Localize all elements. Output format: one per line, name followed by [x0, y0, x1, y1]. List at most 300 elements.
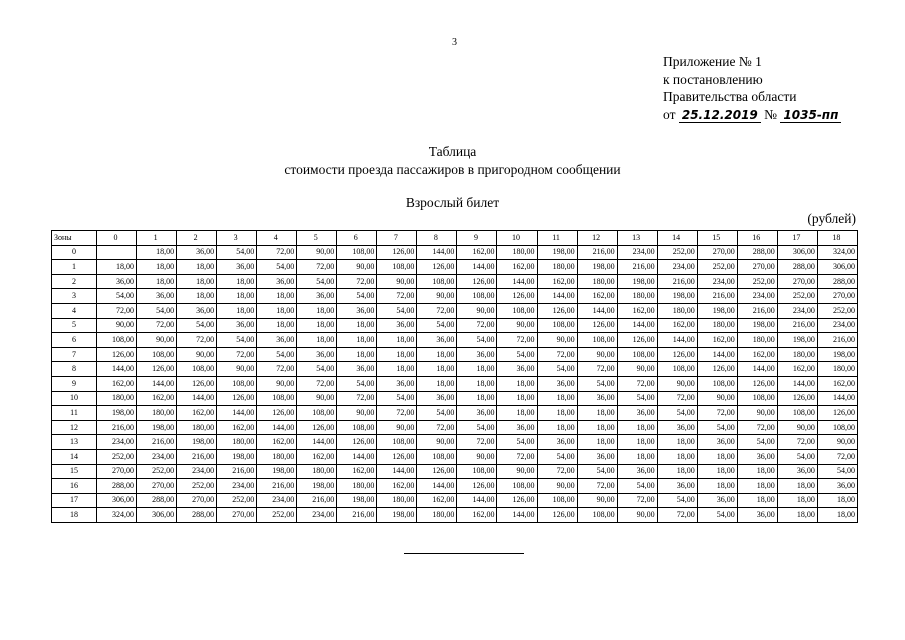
fare-cell: 126,00: [377, 449, 417, 464]
fare-cell: 144,00: [737, 362, 777, 377]
fare-cell: 54,00: [657, 493, 697, 508]
fare-cell: 72,00: [457, 435, 497, 450]
fare-cell: 54,00: [617, 391, 657, 406]
table-row: [52, 347, 858, 362]
fare-cell: 90,00: [97, 318, 137, 333]
column-header-zone-0: 0: [97, 231, 137, 246]
fare-cell: 126,00: [577, 318, 617, 333]
fare-cell: 54,00: [537, 362, 577, 377]
fare-cell: 144,00: [417, 245, 457, 260]
fare-cell: 180,00: [697, 318, 737, 333]
fare-cell: 126,00: [497, 289, 537, 304]
fare-cell: 108,00: [417, 274, 457, 289]
fare-cell: 108,00: [97, 333, 137, 348]
column-header-zone-7: 7: [377, 231, 417, 246]
fare-cell: 54,00: [337, 289, 377, 304]
fare-cell: 18,00: [257, 289, 297, 304]
fare-cell: 18,00: [777, 493, 817, 508]
fare-cell: 18,00: [577, 435, 617, 450]
fare-cell: 252,00: [137, 464, 177, 479]
fare-cell: 108,00: [177, 362, 217, 377]
handwritten-date: 25.12.2019: [679, 108, 761, 123]
column-header-zone-16: 16: [737, 231, 777, 246]
fare-cell: 72,00: [617, 376, 657, 391]
table-row: [52, 391, 858, 406]
fare-cell: 270,00: [697, 245, 737, 260]
fare-cell: 18,00: [497, 376, 537, 391]
fare-cell: 36,00: [417, 391, 457, 406]
fare-cell: 72,00: [217, 347, 257, 362]
fare-cell: 198,00: [537, 245, 577, 260]
fare-cell: 126,00: [137, 362, 177, 377]
table-row: [52, 260, 858, 275]
fare-cell: 180,00: [337, 479, 377, 494]
fare-cell: 90,00: [577, 493, 617, 508]
fare-cell: 108,00: [457, 289, 497, 304]
table-row: [52, 420, 858, 435]
fare-cell: 18,00: [537, 391, 577, 406]
fare-cell: 18,00: [577, 406, 617, 421]
column-header-zone-8: 8: [417, 231, 457, 246]
row-header-zone: 14: [52, 449, 97, 464]
fare-cell: 180,00: [497, 245, 537, 260]
fare-cell: 18,00: [697, 464, 737, 479]
fare-cell: 18,00: [537, 406, 577, 421]
fare-cell: 288,00: [777, 260, 817, 275]
bottom-separator-line: [404, 553, 524, 554]
fare-cell: 18,00: [297, 318, 337, 333]
fare-cell: 18,00: [337, 347, 377, 362]
page-number: 3: [452, 37, 457, 48]
fare-cell: 36,00: [457, 347, 497, 362]
column-header-zone-4: 4: [257, 231, 297, 246]
fare-cell: 72,00: [737, 420, 777, 435]
appendix-line-1: Приложение № 1: [663, 54, 762, 69]
fare-cell: 126,00: [97, 347, 137, 362]
fare-cell: 18,00: [137, 245, 177, 260]
fare-cell: 90,00: [217, 362, 257, 377]
fare-cell: 108,00: [217, 376, 257, 391]
row-header-zone: 18: [52, 508, 97, 523]
fare-cell: 90,00: [457, 303, 497, 318]
fare-table: [51, 230, 858, 523]
fare-cell: 144,00: [657, 333, 697, 348]
handwritten-number: 1035-пп: [780, 108, 841, 123]
fare-cell: 72,00: [577, 362, 617, 377]
fare-cell: 270,00: [137, 479, 177, 494]
fare-cell: 90,00: [457, 449, 497, 464]
fare-cell: 108,00: [497, 303, 537, 318]
fare-cell: 108,00: [697, 376, 737, 391]
fare-cell: 126,00: [377, 245, 417, 260]
number-prefix: №: [764, 106, 778, 122]
fare-cell: 216,00: [777, 318, 817, 333]
fare-cell: 54,00: [697, 420, 737, 435]
fare-cell: 198,00: [737, 318, 777, 333]
table-row: [52, 406, 858, 421]
column-header-zone-17: 17: [777, 231, 817, 246]
fare-cell: 72,00: [537, 464, 577, 479]
fare-cell: 108,00: [817, 420, 857, 435]
fare-cell: 270,00: [777, 274, 817, 289]
fare-cell: 180,00: [177, 420, 217, 435]
fare-cell: 144,00: [457, 260, 497, 275]
table-row: [52, 493, 858, 508]
fare-cell: 18,00: [497, 391, 537, 406]
fare-cell: 36,00: [697, 493, 737, 508]
fare-cell: 234,00: [217, 479, 257, 494]
fare-cell: 108,00: [337, 420, 377, 435]
zones-corner-header: Зоны: [52, 231, 97, 246]
fare-cell: 18,00: [257, 303, 297, 318]
fare-cell: 54,00: [97, 289, 137, 304]
fare-cell: 198,00: [137, 420, 177, 435]
fare-cell: 54,00: [137, 303, 177, 318]
fare-cell: 36,00: [537, 376, 577, 391]
fare-cell: 126,00: [457, 479, 497, 494]
fare-cell: 18,00: [777, 479, 817, 494]
date-prefix: от: [663, 106, 676, 122]
fare-cell: 36,00: [337, 303, 377, 318]
column-header-zone-10: 10: [497, 231, 537, 246]
row-header-zone: 6: [52, 333, 97, 348]
fare-cell: 270,00: [817, 289, 857, 304]
fare-cell: 54,00: [377, 391, 417, 406]
fare-cell: 162,00: [697, 333, 737, 348]
fare-cell: 252,00: [97, 449, 137, 464]
row-header-zone: 3: [52, 289, 97, 304]
table-row: [52, 464, 858, 479]
fare-cell: 180,00: [257, 449, 297, 464]
row-header-zone: 7: [52, 347, 97, 362]
fare-cell: 180,00: [817, 362, 857, 377]
fare-cell: 126,00: [257, 406, 297, 421]
row-header-zone: 1: [52, 260, 97, 275]
fare-cell: 216,00: [137, 435, 177, 450]
fare-cell: 216,00: [297, 493, 337, 508]
fare-cell: 72,00: [377, 289, 417, 304]
fare-cell: 54,00: [377, 303, 417, 318]
fare-cell: 36,00: [737, 508, 777, 523]
table-row: [52, 435, 858, 450]
fare-cell: 18,00: [497, 406, 537, 421]
fare-cell: 126,00: [297, 420, 337, 435]
fare-cell: 126,00: [657, 347, 697, 362]
fare-cell: 108,00: [297, 406, 337, 421]
table-row: [52, 289, 858, 304]
fare-cell: 72,00: [97, 303, 137, 318]
fare-cell: 162,00: [417, 493, 457, 508]
fare-cell: 18,00: [177, 260, 217, 275]
fare-cell: 54,00: [217, 333, 257, 348]
fare-cell: 36,00: [377, 318, 417, 333]
fare-cell: 162,00: [537, 274, 577, 289]
fare-cell: 270,00: [737, 260, 777, 275]
fare-cell: 108,00: [377, 435, 417, 450]
fare-cell: 198,00: [617, 274, 657, 289]
fare-cell: 144,00: [97, 362, 137, 377]
fare-cell: 180,00: [737, 333, 777, 348]
column-header-zone-2: 2: [177, 231, 217, 246]
fare-cell: 108,00: [777, 406, 817, 421]
column-header-zone-3: 3: [217, 231, 257, 246]
fare-cell: 108,00: [737, 391, 777, 406]
fare-cell: 36,00: [177, 245, 217, 260]
fare-cell: 36,00: [777, 464, 817, 479]
row-header-zone: 11: [52, 406, 97, 421]
fare-cell: 216,00: [337, 508, 377, 523]
fare-cell: 216,00: [257, 479, 297, 494]
fare-cell: 198,00: [97, 406, 137, 421]
fare-cell: 72,00: [417, 420, 457, 435]
row-header-zone: 17: [52, 493, 97, 508]
fare-cell: 90,00: [537, 479, 577, 494]
fare-cell: 90,00: [577, 347, 617, 362]
fare-cell: [97, 245, 137, 260]
table-row: [52, 245, 858, 260]
fare-cell: 72,00: [697, 406, 737, 421]
fare-cell: 288,00: [177, 508, 217, 523]
fare-cell: 54,00: [457, 420, 497, 435]
fare-cell: 72,00: [457, 318, 497, 333]
fare-cell: 36,00: [497, 420, 537, 435]
fare-cell: 162,00: [377, 479, 417, 494]
fare-cell: 72,00: [497, 449, 537, 464]
fare-cell: 144,00: [497, 274, 537, 289]
document-title-description: стоимости проезда пассажиров в пригородном сообщении: [284, 162, 621, 177]
fare-cell: 54,00: [577, 464, 617, 479]
fare-cell: 126,00: [177, 376, 217, 391]
fare-cell: 90,00: [617, 362, 657, 377]
fare-cell: 18,00: [657, 435, 697, 450]
fare-cell: 18,00: [737, 479, 777, 494]
fare-cell: 234,00: [617, 245, 657, 260]
table-row: [52, 508, 858, 523]
fare-cell: 90,00: [817, 435, 857, 450]
column-header-zone-1: 1: [137, 231, 177, 246]
fare-cell: 36,00: [337, 362, 377, 377]
fare-cell: 108,00: [137, 347, 177, 362]
fare-cell: 216,00: [697, 289, 737, 304]
fare-cell: 108,00: [537, 493, 577, 508]
fare-cell: 198,00: [777, 333, 817, 348]
fare-cell: 72,00: [337, 274, 377, 289]
fare-cell: 126,00: [497, 493, 537, 508]
fare-cell: 144,00: [337, 449, 377, 464]
fare-cell: 180,00: [577, 274, 617, 289]
document-subtitle: Взрослый билет: [405, 195, 500, 210]
fare-cell: 54,00: [497, 435, 537, 450]
fare-cell: 36,00: [817, 479, 857, 494]
fare-cell: 90,00: [417, 435, 457, 450]
fare-cell: 234,00: [137, 449, 177, 464]
fare-cell: 198,00: [177, 435, 217, 450]
fare-cell: 54,00: [657, 406, 697, 421]
fare-cell: 144,00: [297, 435, 337, 450]
fare-cell: 18,00: [177, 274, 217, 289]
fare-cell: 18,00: [817, 508, 857, 523]
fare-cell: 54,00: [697, 508, 737, 523]
fare-cell: 72,00: [537, 347, 577, 362]
fare-cell: 54,00: [577, 376, 617, 391]
fare-cell: 126,00: [417, 464, 457, 479]
fare-cell: 36,00: [697, 435, 737, 450]
fare-cell: 288,00: [137, 493, 177, 508]
table-row: [52, 333, 858, 348]
column-header-zone-18: 18: [817, 231, 857, 246]
fare-cell: 162,00: [457, 508, 497, 523]
fare-cell: 18,00: [217, 303, 257, 318]
fare-cell: 36,00: [657, 420, 697, 435]
table-row: [52, 318, 858, 333]
fare-cell: 90,00: [297, 391, 337, 406]
fare-cell: 90,00: [537, 333, 577, 348]
fare-cell: 54,00: [497, 347, 537, 362]
fare-cell: 252,00: [737, 274, 777, 289]
row-header-zone: 0: [52, 245, 97, 260]
fare-cell: 234,00: [257, 493, 297, 508]
fare-cell: 144,00: [497, 508, 537, 523]
fare-cell: 72,00: [497, 333, 537, 348]
fare-cell: 270,00: [217, 508, 257, 523]
table-row: [52, 303, 858, 318]
fare-cell: 18,00: [457, 362, 497, 377]
fare-cell: 306,00: [777, 245, 817, 260]
fare-cell: 18,00: [737, 464, 777, 479]
fare-cell: 18,00: [817, 493, 857, 508]
fare-cell: 144,00: [817, 391, 857, 406]
fare-cell: 126,00: [817, 406, 857, 421]
fare-cell: 18,00: [97, 260, 137, 275]
fare-cell: 198,00: [257, 464, 297, 479]
fare-cell: 72,00: [377, 406, 417, 421]
fare-cell: 198,00: [697, 303, 737, 318]
fare-cell: 36,00: [737, 449, 777, 464]
fare-cell: 162,00: [617, 303, 657, 318]
fare-cell: 36,00: [217, 260, 257, 275]
fare-cell: 234,00: [777, 303, 817, 318]
fare-cell: 216,00: [217, 464, 257, 479]
fare-cell: 18,00: [617, 420, 657, 435]
fare-cell: 144,00: [697, 347, 737, 362]
fare-cell: 90,00: [737, 406, 777, 421]
fare-cell: 18,00: [617, 435, 657, 450]
fare-cell: 90,00: [137, 333, 177, 348]
fare-cell: 108,00: [257, 391, 297, 406]
fare-cell: 18,00: [777, 508, 817, 523]
appendix-header: [663, 53, 841, 124]
fare-cell: 54,00: [177, 318, 217, 333]
row-header-zone: 12: [52, 420, 97, 435]
fare-cell: 18,00: [737, 493, 777, 508]
fare-cell: 216,00: [657, 274, 697, 289]
fare-cell: 252,00: [777, 289, 817, 304]
fare-cell: 180,00: [297, 464, 337, 479]
fare-cell: 54,00: [737, 435, 777, 450]
fare-cell: 144,00: [137, 376, 177, 391]
currency-unit: (рублей): [807, 211, 856, 226]
fare-cell: 198,00: [217, 449, 257, 464]
fare-cell: 108,00: [457, 464, 497, 479]
fare-cell: 54,00: [257, 347, 297, 362]
fare-cell: 90,00: [297, 245, 337, 260]
fare-cell: 180,00: [377, 493, 417, 508]
fare-cell: 126,00: [537, 508, 577, 523]
fare-cell: 162,00: [577, 289, 617, 304]
fare-cell: 108,00: [537, 318, 577, 333]
column-header-zone-5: 5: [297, 231, 337, 246]
fare-cell: 288,00: [97, 479, 137, 494]
fare-cell: 306,00: [137, 508, 177, 523]
fare-cell: 126,00: [737, 376, 777, 391]
fare-cell: 36,00: [617, 406, 657, 421]
fare-cell: 144,00: [377, 464, 417, 479]
fare-cell: 72,00: [417, 303, 457, 318]
fare-cell: 162,00: [737, 347, 777, 362]
fare-cell: 72,00: [777, 435, 817, 450]
table-body: [52, 245, 858, 522]
fare-cell: 72,00: [337, 391, 377, 406]
column-header-zone-14: 14: [657, 231, 697, 246]
fare-cell: 198,00: [297, 479, 337, 494]
fare-cell: 126,00: [457, 274, 497, 289]
fare-cell: 162,00: [217, 420, 257, 435]
fare-cell: 18,00: [457, 376, 497, 391]
fare-cell: 108,00: [617, 347, 657, 362]
fare-cell: 90,00: [617, 508, 657, 523]
fare-cell: 18,00: [417, 376, 457, 391]
fare-cell: 252,00: [217, 493, 257, 508]
row-header-zone: 10: [52, 391, 97, 406]
fare-cell: 36,00: [457, 406, 497, 421]
fare-cell: 36,00: [417, 333, 457, 348]
fare-cell: 72,00: [257, 245, 297, 260]
fare-cell: 18,00: [417, 362, 457, 377]
fare-cell: 54,00: [297, 274, 337, 289]
row-header-zone: 16: [52, 479, 97, 494]
fare-cell: 180,00: [617, 289, 657, 304]
fare-cell: 90,00: [777, 420, 817, 435]
fare-cell: 234,00: [737, 289, 777, 304]
fare-cell: 90,00: [497, 318, 537, 333]
fare-cell: 36,00: [497, 362, 537, 377]
fare-cell: 90,00: [697, 391, 737, 406]
fare-cell: 144,00: [537, 289, 577, 304]
fare-cell: 234,00: [697, 274, 737, 289]
fare-cell: 198,00: [337, 493, 377, 508]
appendix-line-3: Правительства области: [663, 89, 797, 104]
row-header-zone: 9: [52, 376, 97, 391]
column-header-zone-11: 11: [537, 231, 577, 246]
fare-cell: 144,00: [177, 391, 217, 406]
fare-cell: 180,00: [777, 347, 817, 362]
fare-cell: 90,00: [497, 464, 537, 479]
fare-cell: 36,00: [377, 376, 417, 391]
fare-cell: 108,00: [377, 260, 417, 275]
fare-cell: 306,00: [97, 493, 137, 508]
table-row: [52, 274, 858, 289]
fare-cell: 72,00: [577, 479, 617, 494]
fare-cell: 288,00: [737, 245, 777, 260]
fare-cell: 54,00: [617, 479, 657, 494]
fare-cell: 198,00: [577, 260, 617, 275]
fare-cell: 72,00: [817, 449, 857, 464]
fare-cell: 180,00: [97, 391, 137, 406]
fare-cell: 18,00: [137, 260, 177, 275]
column-header-zone-15: 15: [697, 231, 737, 246]
table-header-row: [52, 231, 858, 246]
fare-cell: 36,00: [97, 274, 137, 289]
